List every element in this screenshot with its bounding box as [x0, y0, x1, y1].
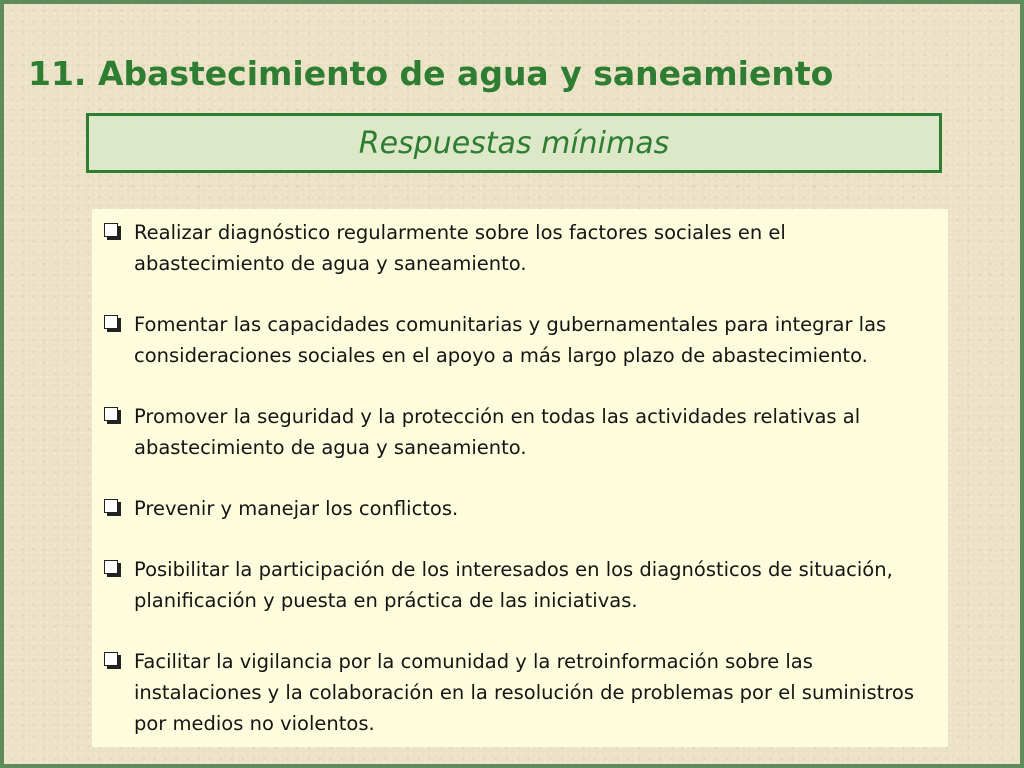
checkbox-square-icon — [104, 223, 118, 237]
bullet-text: Facilitar la vigilancia por la comunidad y la retroinformación sobre las instalaciones y la colaboración en la resolución de problemas por el suministros por medios no violentos. — [134, 650, 914, 735]
bullet-text: Prevenir y manejar los conflictos. — [134, 497, 459, 520]
bullet-item — [102, 493, 938, 524]
bullet-item — [102, 646, 938, 739]
content-panel — [92, 209, 948, 747]
checkbox-square-icon — [104, 652, 118, 666]
checkbox-square-icon — [104, 407, 118, 421]
bullet-item — [102, 554, 938, 616]
bullet-text: Promover la seguridad y la protección en todas las actividades relativas al abastecimiento de agua y saneamiento. — [134, 405, 861, 459]
bullet-item — [102, 401, 938, 463]
bullet-item — [102, 217, 938, 279]
checkbox-square-icon — [104, 315, 118, 329]
bullet-text: Posibilitar la participación de los interesados en los diagnósticos de situación, planificación y puesta en práctica de las iniciativas. — [134, 558, 893, 612]
bullet-text: Realizar diagnóstico regularmente sobre los factores sociales en el abastecimiento de agua y saneamiento. — [134, 221, 786, 275]
subtitle-box — [86, 113, 942, 173]
bullet-list — [102, 217, 938, 739]
slide-title: 11. Abastecimiento de agua y saneamiento — [28, 54, 834, 93]
bullet-text: Fomentar las capacidades comunitarias y gubernamentales para integrar las consideraciones sociales en el apoyo a más largo plazo de abastecimiento. — [134, 313, 887, 367]
bullet-item — [102, 309, 938, 371]
slide-subtitle: Respuestas mínimas — [358, 125, 670, 161]
checkbox-square-icon — [104, 499, 118, 513]
checkbox-square-icon — [104, 560, 118, 574]
